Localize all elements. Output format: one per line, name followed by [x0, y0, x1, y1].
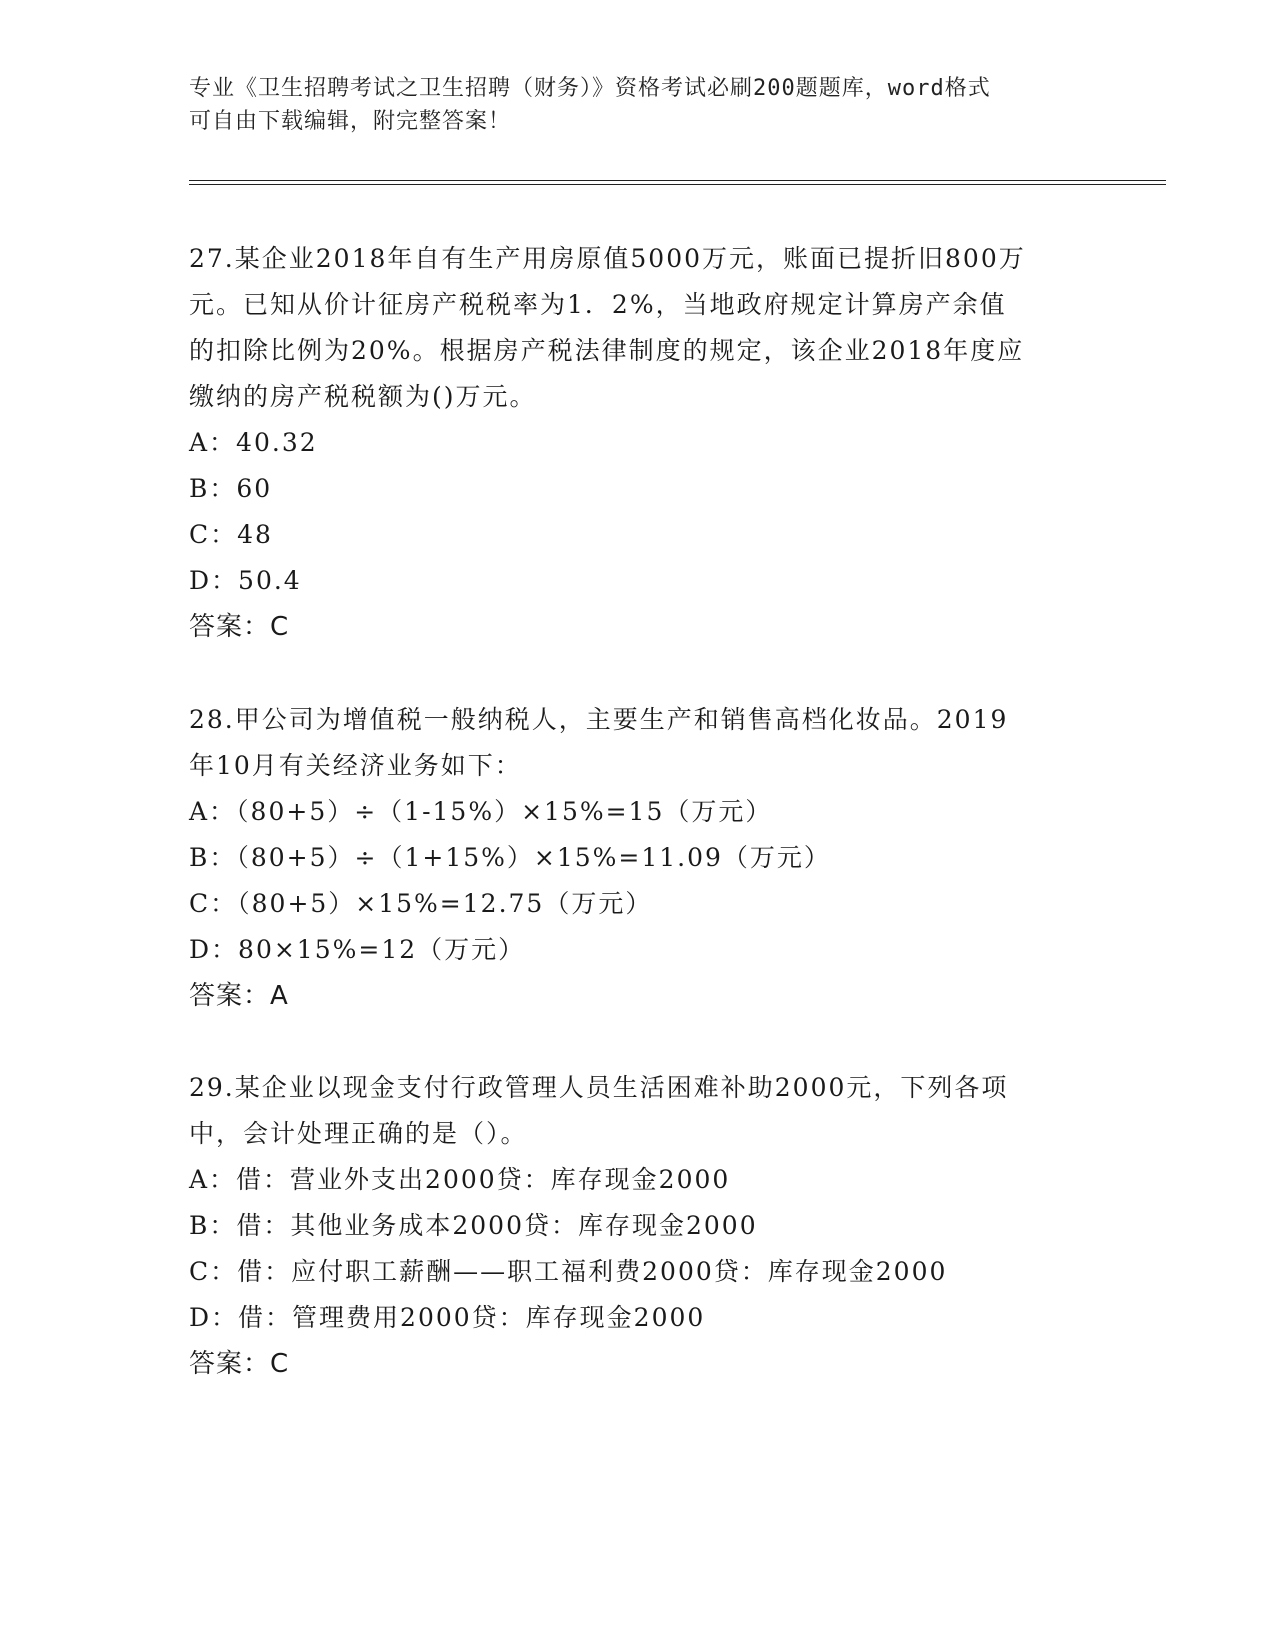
answer: 答案：C — [189, 612, 290, 642]
stem-line: 28.甲公司为增值税一般纳税人，主要生产和销售高档化妆品。2019 — [189, 705, 1009, 734]
header-line-2: 可自由下载编辑，附完整答案！ — [189, 109, 512, 134]
option-b: B：60 — [189, 474, 273, 503]
answer: 答案：C — [189, 1349, 290, 1379]
option-d: D：50.4 — [189, 566, 302, 595]
option-d: D：借：管理费用2000贷：库存现金2000 — [189, 1303, 706, 1332]
stem-line: 年10月有关经济业务如下： — [189, 751, 522, 780]
question-29 — [189, 1065, 1089, 1387]
option-c: C：48 — [189, 520, 273, 549]
question-28 — [189, 697, 1089, 1019]
stem-line: 元。已知从价计征房产税税率为1．2%，当地政府规定计算房产余值 — [189, 290, 1007, 319]
stem-line: 29.某企业以现金支付行政管理人员生活困难补助2000元，下列各项 — [189, 1073, 1009, 1102]
answer: 答案：A — [189, 981, 289, 1011]
option-b: B：借：其他业务成本2000贷：库存现金2000 — [189, 1211, 758, 1240]
stem-line: 27.某企业2018年自有生产用房原值5000万元，账面已提折旧800万 — [189, 244, 1026, 273]
question-stem — [189, 1065, 1089, 1157]
option-c: C：借：应付职工薪酬——职工福利费2000贷：库存现金2000 — [189, 1257, 948, 1286]
header-divider-bottom — [189, 184, 1166, 185]
option-a: A：借：营业外支出2000贷：库存现金2000 — [189, 1165, 731, 1194]
stem-line: 缴纳的房产税税额为()万元。 — [189, 382, 537, 411]
option-d: D：80×15%=12（万元） — [189, 935, 526, 964]
option-c: C：（80+5）×15%=12.75（万元） — [189, 889, 653, 918]
stem-line: 中，会计处理正确的是（）。 — [189, 1119, 528, 1148]
option-b: B：（80+5）÷（1+15%）×15%=11.09（万元） — [189, 843, 831, 872]
question-stem — [189, 697, 1089, 789]
option-a: A：（80+5）÷（1-15%）×15%=15（万元） — [189, 797, 773, 826]
question-27 — [189, 236, 1089, 650]
option-a: A：40.32 — [189, 428, 318, 457]
document-header — [189, 72, 1089, 138]
question-stem — [189, 236, 1089, 420]
stem-line: 的扣除比例为20%。根据房产税法律制度的规定，该企业2018年度应 — [189, 336, 1025, 365]
header-line-1: 专业《卫生招聘考试之卫生招聘（财务）》资格考试必刷200题题库，word格式 — [189, 76, 991, 101]
header-divider-top — [189, 180, 1166, 181]
